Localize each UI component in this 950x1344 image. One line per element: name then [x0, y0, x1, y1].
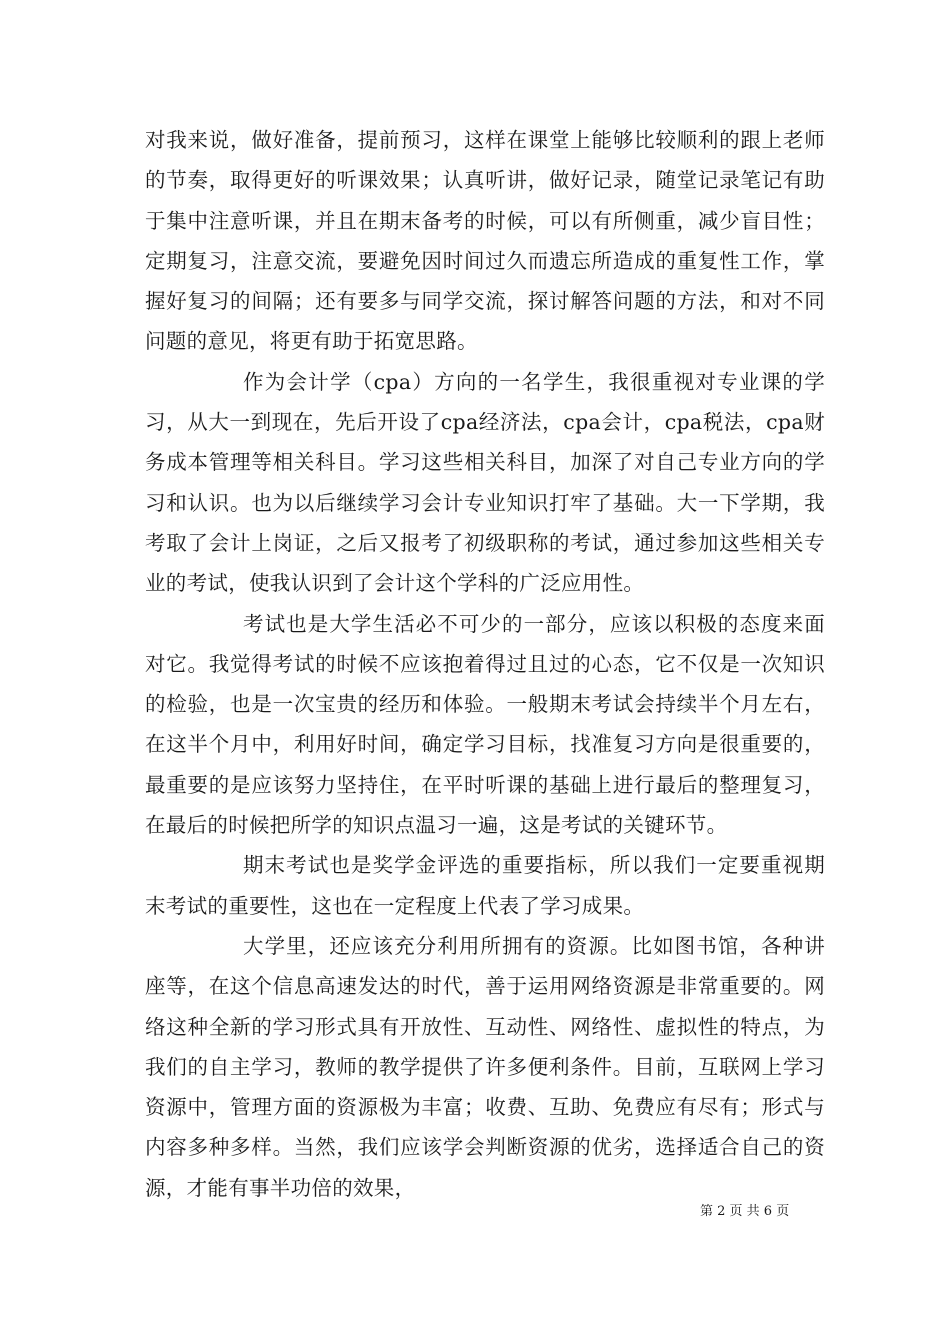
paragraph-1: 对我来说，做好准备，提前预习，这样在课堂上能够比较顺利的跟上老师的节奏，取得更好的听课效果；认真听讲，做好记录，随堂记录笔记有助于集中注意听课，并且在期末备考的时候，可以有所侧重，减少盲目性；定期复习，注意交流，要避免因时间过久而遗忘所造成的重复性工作，掌握好复习的间隔；还有要多与同学交流，探讨解答问题的方法，和对不同问题的意见，将更有助于拓宽思路。: [145, 128, 825, 354]
page-number-footer: 第 2 页 共 6 页: [700, 1204, 790, 1219]
paragraph-2: 作为会计学（cpa）方向的一名学生，我很重视对专业课的学习，从大一到现在，先后开设了cpa经济法，cpa会计，cpa税法，cpa财务成本管理等相关科目。学习这些相关科目，加深了对自己专业方向的学习和认识。也为以后继续学习会计专业知识打牢了基础。大一下学期，我考取了会计上岗证，之后又报考了初级职称的考试，通过参加这些相关专业的考试，使我认识到了会计这个学科的广泛应用性。: [145, 369, 825, 596]
paragraph-4: 期末考试也是奖学金评选的重要指标，所以我们一定要重视期末考试的重要性，这也在一定程度上代表了学习成果。: [145, 853, 825, 918]
paragraph-5: 大学里，还应该充分利用所拥有的资源。比如图书馆，各种讲座等，在这个信息高速发达的时代，善于运用网络资源是非常重要的。网络这种全新的学习形式具有开放性、互动性、网络性、虚拟性的特点，为我们的自主学习，教师的教学提供了许多便利条件。目前，互联网上学习资源中，管理方面的资源极为丰富；收费、互助、免费应有尽有；形式与内容多种多样。当然，我们应该学会判断资源的优劣，选择适合自己的资源，才能有事半功倍的效果，: [145, 933, 825, 1200]
document-body: [145, 120, 825, 1208]
paragraph-3: 考试也是大学生活必不可少的一部分，应该以积极的态度来面对它。我觉得考试的时候不应该抱着得过且过的心态，它不仅是一次知识的检验，也是一次宝贵的经历和体验。一般期末考试会持续半个月左右，在这半个月中，利用好时间，确定学习目标，找准复习方向是很重要的，最重要的是应该努力坚持住，在平时听课的基础上进行最后的整理复习，在最后的时候把所学的知识点温习一遍，这是考试的关键环节。: [145, 611, 825, 838]
